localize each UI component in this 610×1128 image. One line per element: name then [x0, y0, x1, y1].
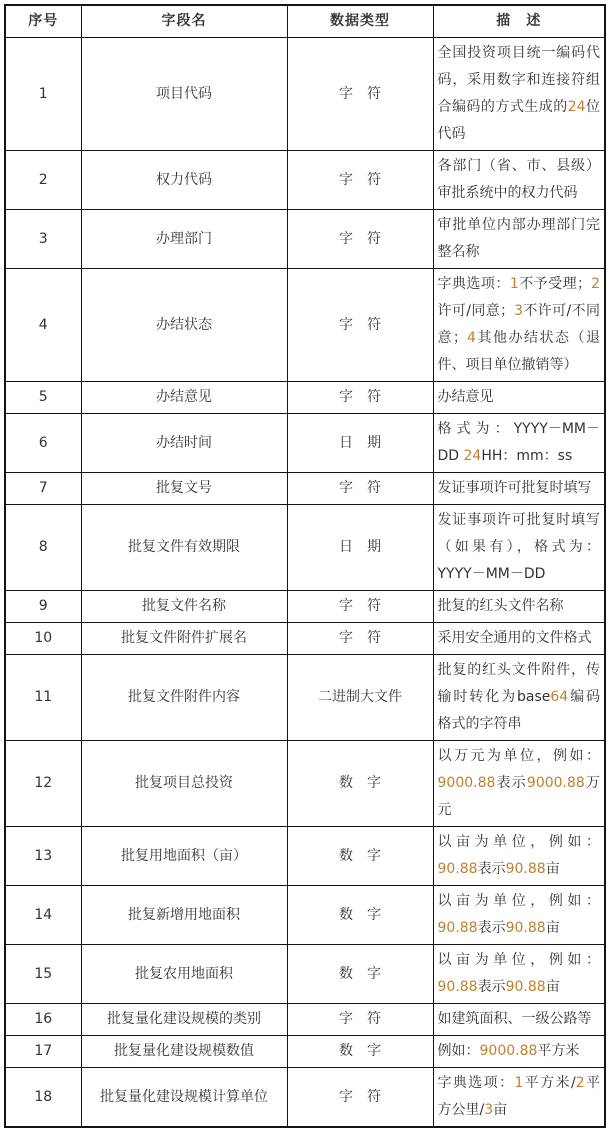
table-row — [5, 382, 605, 414]
data-type-cell: 数 字 — [287, 1036, 433, 1068]
serial-no-cell: 13 — [5, 827, 81, 886]
table-row — [5, 655, 605, 741]
field-name-cell: 办结状态 — [81, 269, 287, 382]
field-spec-table — [4, 4, 606, 1128]
description-cell: 发证事项许可批复时填写 — [433, 473, 605, 505]
numeric-text: 9000.88 — [526, 775, 585, 791]
data-type-cell: 数 字 — [287, 886, 433, 945]
numeric-text: 4 — [467, 330, 476, 346]
table-row — [5, 1036, 605, 1068]
table-row — [5, 210, 605, 269]
data-type-cell: 数 字 — [287, 741, 433, 827]
description-cell: 以亩为单位，例如：90.88表示90.88亩 — [433, 945, 605, 1004]
description-cell: 批复的红头文件附件，传输时转化为base64编码格式的字符串 — [433, 655, 605, 741]
data-type-cell: 字 符 — [287, 269, 433, 382]
serial-no-cell: 3 — [5, 210, 81, 269]
description-cell: 审批单位内部办理部门完整名称 — [433, 210, 605, 269]
description-cell: 以亩为单位，例如：90.88表示90.88亩 — [433, 827, 605, 886]
data-type-cell: 字 符 — [287, 591, 433, 623]
table-row — [5, 1068, 605, 1128]
numeric-text: 9000.88 — [479, 1043, 538, 1059]
header-data-type: 数据类型 — [287, 5, 433, 38]
field-name-cell: 批复用地面积（亩） — [81, 827, 287, 886]
table-header-row — [5, 5, 605, 38]
description-cell: 发证事项许可批复时填写（如果有），格式为：YYYY－MM－DD — [433, 505, 605, 591]
data-type-cell: 二进制大文件 — [287, 655, 433, 741]
numeric-text: 1 — [514, 1075, 524, 1091]
serial-no-cell: 10 — [5, 623, 81, 655]
data-type-cell: 数 字 — [287, 945, 433, 1004]
description-cell: 字典选项：1平方米/2平方公里/3亩 — [433, 1068, 605, 1128]
numeric-text: 24 — [463, 448, 482, 464]
numeric-text: 90.88 — [437, 920, 478, 936]
description-cell: 例如：9000.88平方米 — [433, 1036, 605, 1068]
table-row — [5, 505, 605, 591]
description-cell: 各部门（省、市、县级）审批系统中的权力代码 — [433, 151, 605, 210]
field-name-cell: 办结意见 — [81, 382, 287, 414]
data-type-cell: 字 符 — [287, 473, 433, 505]
serial-no-cell: 9 — [5, 591, 81, 623]
serial-no-cell: 2 — [5, 151, 81, 210]
numeric-text: 90.88 — [437, 979, 478, 995]
data-type-cell: 字 符 — [287, 210, 433, 269]
numeric-text: 1 — [509, 276, 519, 292]
field-name-cell: 批复文件附件扩展名 — [81, 623, 287, 655]
numeric-text: 90.88 — [505, 979, 546, 995]
table-row — [5, 623, 605, 655]
table-row — [5, 1004, 605, 1036]
description-cell: 批复的红头文件名称 — [433, 591, 605, 623]
description-cell: 采用安全通用的文件格式 — [433, 623, 605, 655]
numeric-text: 2 — [591, 276, 600, 292]
description-cell: 以亩为单位，例如：90.88表示90.88亩 — [433, 886, 605, 945]
numeric-text: 64 — [550, 689, 569, 705]
table-row — [5, 414, 605, 473]
serial-no-cell: 6 — [5, 414, 81, 473]
field-name-cell: 批复新增用地面积 — [81, 886, 287, 945]
table-row — [5, 591, 605, 623]
serial-no-cell: 14 — [5, 886, 81, 945]
field-name-cell: 办结时间 — [81, 414, 287, 473]
table-row — [5, 741, 605, 827]
data-type-cell: 字 符 — [287, 1004, 433, 1036]
field-name-cell: 批复量化建设规模的类别 — [81, 1004, 287, 1036]
data-type-cell: 数 字 — [287, 827, 433, 886]
numeric-text: 3 — [514, 303, 524, 319]
numeric-text: 24 — [567, 99, 586, 115]
serial-no-cell: 5 — [5, 382, 81, 414]
field-name-cell: 办理部门 — [81, 210, 287, 269]
field-name-cell: 批复文件附件内容 — [81, 655, 287, 741]
table-row — [5, 945, 605, 1004]
numeric-text: 3 — [484, 1102, 494, 1118]
serial-no-cell: 15 — [5, 945, 81, 1004]
table-row — [5, 473, 605, 505]
serial-no-cell: 12 — [5, 741, 81, 827]
header-field-name: 字段名 — [81, 5, 287, 38]
header-description: 描 述 — [433, 5, 605, 38]
serial-no-cell: 4 — [5, 269, 81, 382]
table-row — [5, 827, 605, 886]
field-name-cell: 批复农用地面积 — [81, 945, 287, 1004]
numeric-text: 9000.88 — [437, 775, 496, 791]
field-name-cell: 批复项目总投资 — [81, 741, 287, 827]
description-cell: 格式为：YYYY－MM－DD 24HH：mm：ss — [433, 414, 605, 473]
numeric-text: 90.88 — [505, 861, 546, 877]
data-type-cell: 字 符 — [287, 1068, 433, 1128]
data-type-cell: 字 符 — [287, 151, 433, 210]
field-name-cell: 批复量化建设规模计算单位 — [81, 1068, 287, 1128]
field-name-cell: 批复文件名称 — [81, 591, 287, 623]
field-name-cell: 批复文号 — [81, 473, 287, 505]
field-name-cell: 项目代码 — [81, 38, 287, 151]
table-body — [5, 38, 605, 1128]
data-type-cell: 字 符 — [287, 623, 433, 655]
data-type-cell: 日 期 — [287, 505, 433, 591]
serial-no-cell: 16 — [5, 1004, 81, 1036]
table-row — [5, 38, 605, 151]
serial-no-cell: 1 — [5, 38, 81, 151]
table-row — [5, 886, 605, 945]
description-cell: 办结意见 — [433, 382, 605, 414]
description-cell: 以万元为单位，例如：9000.88表示9000.88万元 — [433, 741, 605, 827]
serial-no-cell: 7 — [5, 473, 81, 505]
numeric-text: 2 — [575, 1075, 585, 1091]
table-row — [5, 269, 605, 382]
serial-no-cell: 11 — [5, 655, 81, 741]
serial-no-cell: 18 — [5, 1068, 81, 1128]
data-type-cell: 字 符 — [287, 382, 433, 414]
serial-no-cell: 17 — [5, 1036, 81, 1068]
data-type-cell: 日 期 — [287, 414, 433, 473]
header-serial-no: 序号 — [5, 5, 81, 38]
numeric-text: 90.88 — [437, 861, 478, 877]
field-name-cell: 权力代码 — [81, 151, 287, 210]
serial-no-cell: 8 — [5, 505, 81, 591]
description-cell: 字典选项：1不予受理；2许可/同意；3不许可/不同意；4其他办结状态（退件、项目单位撤销等） — [433, 269, 605, 382]
table-row — [5, 151, 605, 210]
field-name-cell: 批复量化建设规模数值 — [81, 1036, 287, 1068]
description-cell: 如建筑面积、一级公路等 — [433, 1004, 605, 1036]
data-type-cell: 字 符 — [287, 38, 433, 151]
field-name-cell: 批复文件有效期限 — [81, 505, 287, 591]
numeric-text: 90.88 — [505, 920, 546, 936]
description-cell: 全国投资项目统一编码代码，采用数字和连接符组合编码的方式生成的24位代码 — [433, 38, 605, 151]
